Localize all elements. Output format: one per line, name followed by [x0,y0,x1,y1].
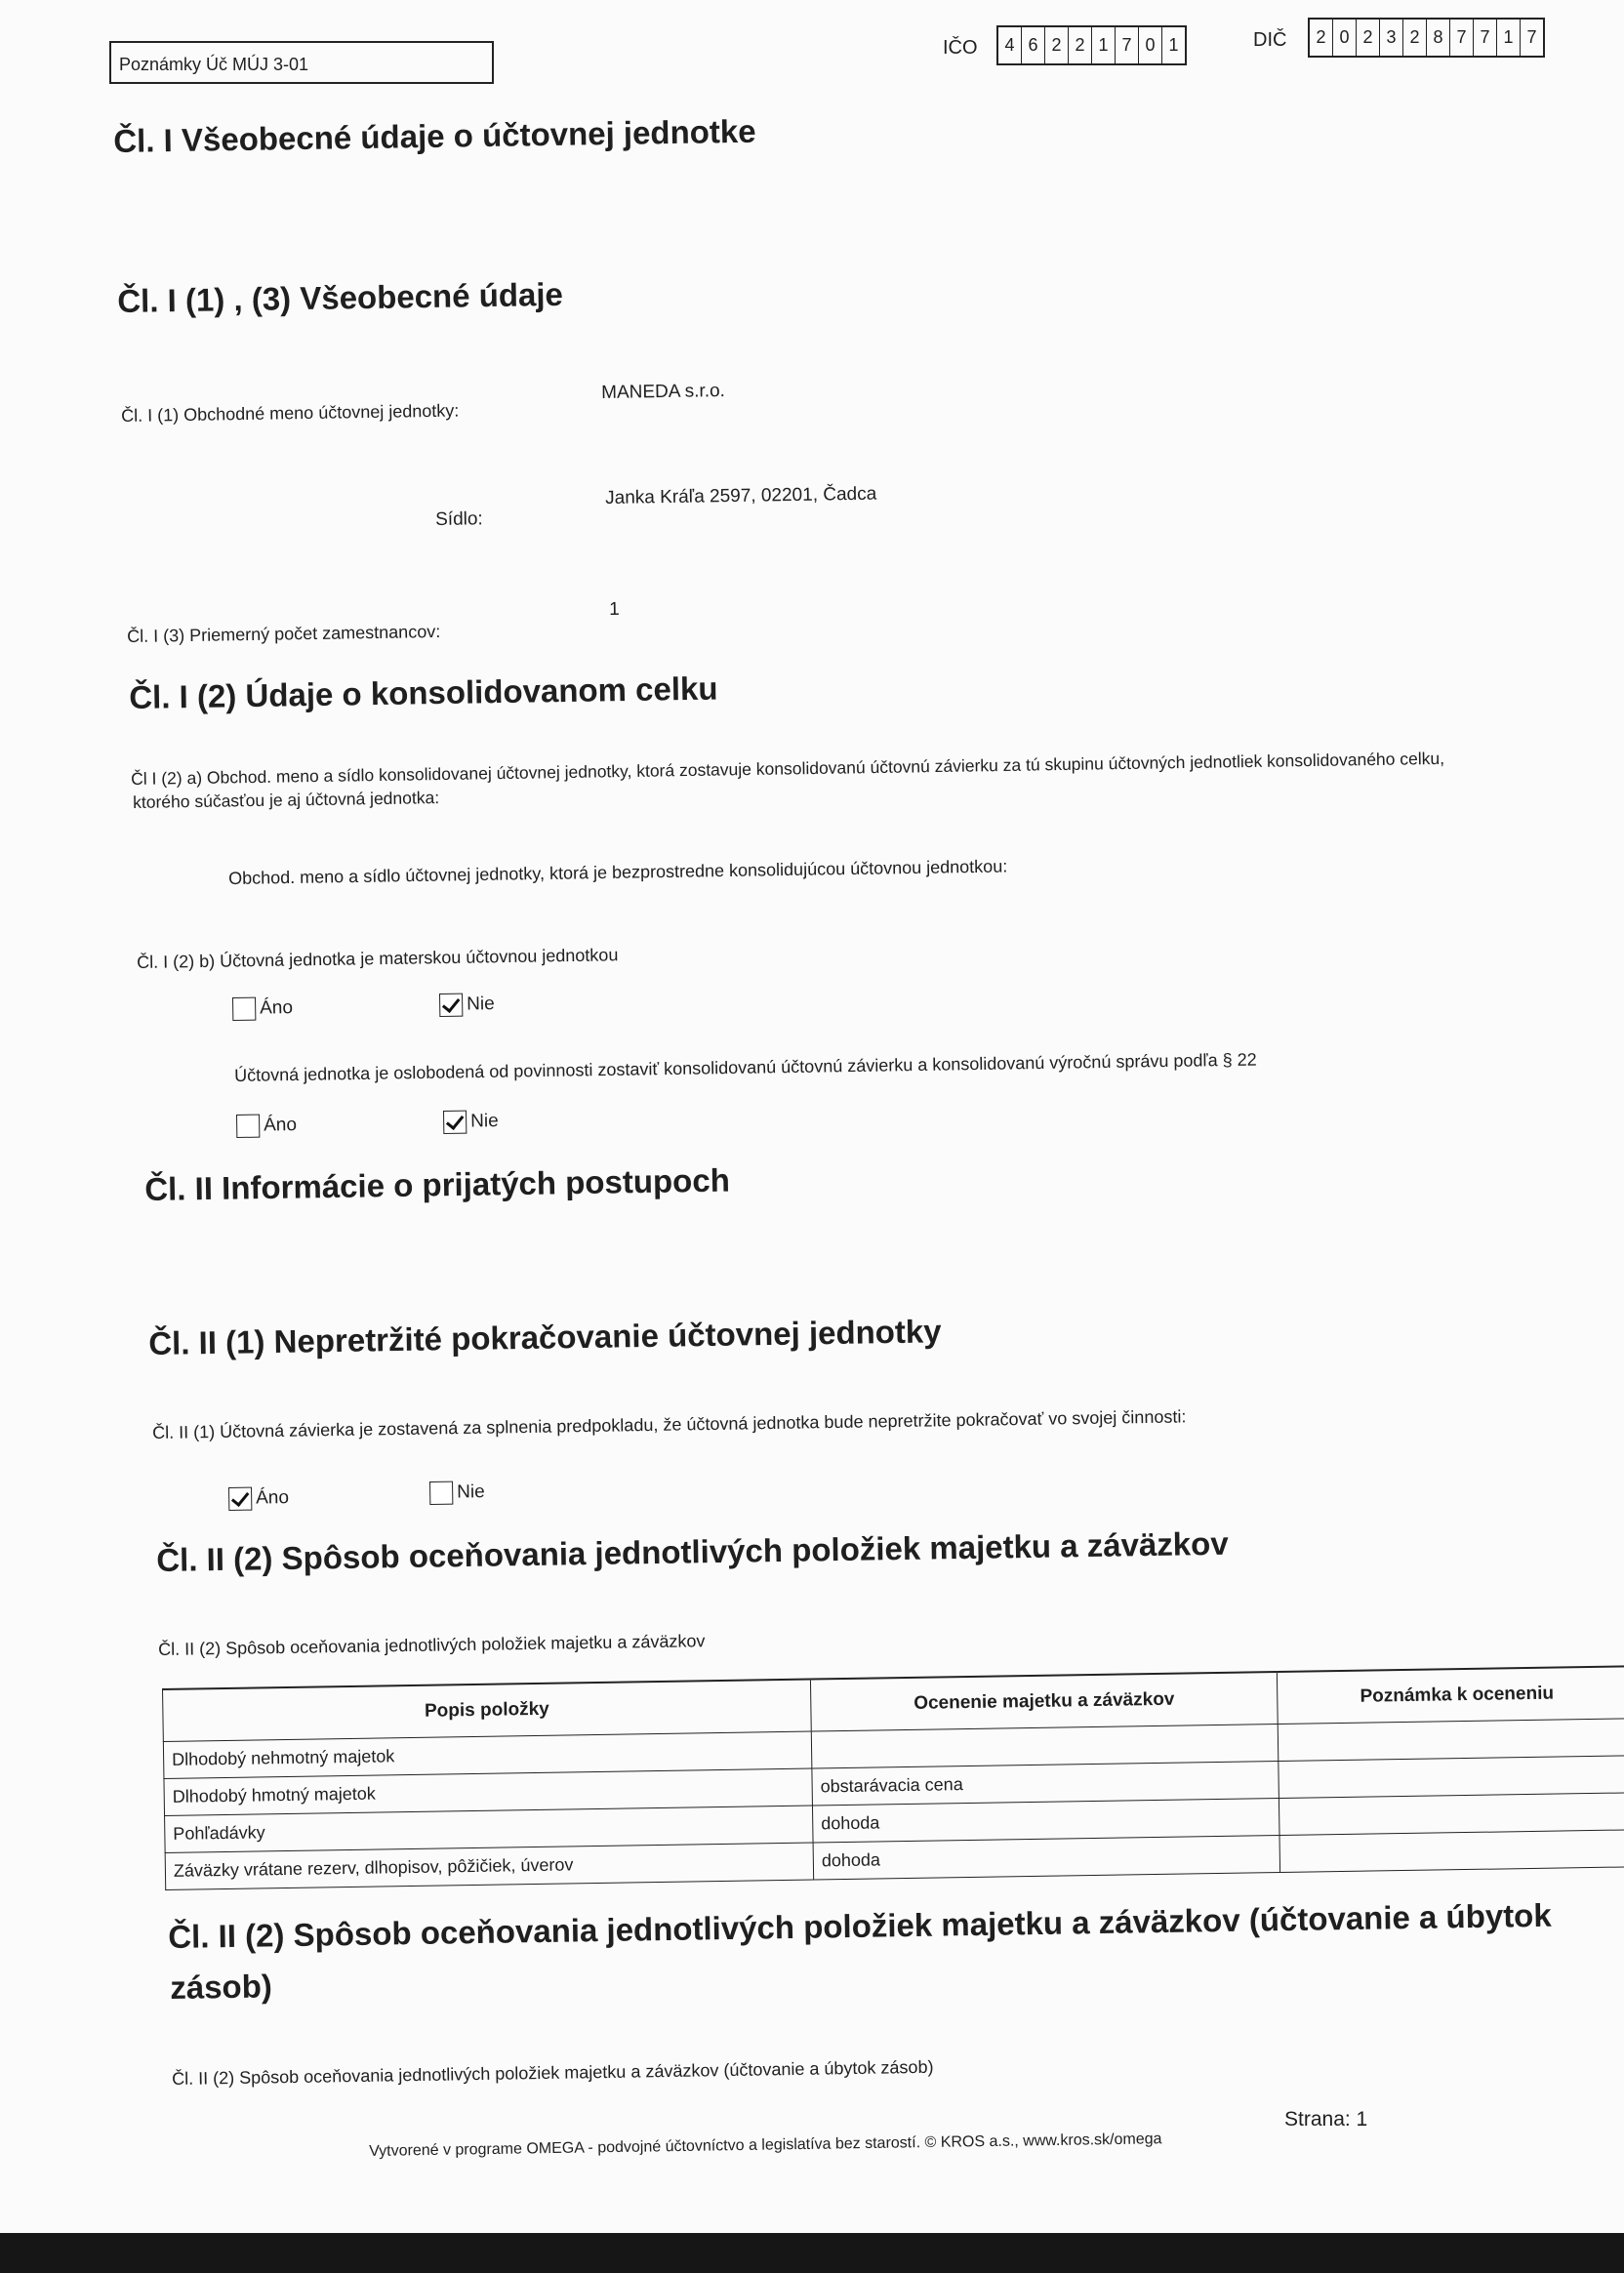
valuation-table-body [163,1719,1624,1890]
dic-digit: 2 [1357,20,1380,56]
exempt-label: Účtovná jednotka je oslobodená od povinnosti zostaviť konsolidovanú účtovnú závierku a konsolidovanú výročnú správu podľa § 22 [234,1049,1257,1085]
valuation-table-header-cell: Poznámka k oceneniu [1277,1666,1624,1724]
section1-sub13-title: Čl. I (1) , (3) Všeobecné údaje [117,275,564,319]
section2-sub2-title: Čl. II (2) Spôsob oceňovania jednotlivých položiek majetku a záväzkov [156,1524,1229,1578]
ico-digit: 2 [1069,27,1092,63]
table-cell-valuation: obstarávacia cena [812,1762,1279,1806]
ico-label: IČO [943,37,978,59]
exempt-no-label: Nie [470,1111,499,1132]
dic-digit: 0 [1333,20,1357,56]
ico-digit: 1 [1092,27,1116,63]
ico-digit: 7 [1116,27,1139,63]
direct-parent-label: Obchod. meno a sídlo účtovnej jednotky, ktorá je bezprostredne konsolidujúcou účtovnou jednotkou: [228,856,1008,888]
valuation-table [162,1665,1624,1890]
section1-sub2-title: Čl. I (2) Údaje o konsolidovanom celku [129,670,718,715]
parent-no-label: Nie [467,994,495,1015]
scan-bottom-edge [0,2233,1624,2273]
parent-no-option[interactable] [439,993,495,1017]
dic-digit: 7 [1450,20,1474,56]
exempt-yes-option[interactable] [236,1114,297,1138]
footer-credit: Vytvorené v programe OMEGA - podvojné účtovníctvo a legislatíva bez starostí. © KROS a.s., www.kros.sk/omega [369,2131,1162,2160]
company-name-label: Čl. I (1) Obchodné meno účtovnej jednotky: [121,400,460,426]
table-cell-item: Pohľadávky [165,1806,814,1852]
table-cell-item: Záväzky vrátane rezerv, dlhopisov, pôžičiek, úverov [165,1843,814,1889]
parent-yes-option[interactable] [232,996,293,1021]
dic-digit: 2 [1310,20,1333,56]
ico-digit: 0 [1139,27,1162,63]
form-name-box [109,41,494,84]
parent-yes-checkbox[interactable] [232,997,256,1021]
dic-digit: 1 [1497,20,1521,56]
valuation-table-header-cell: Popis položky [163,1680,812,1742]
section2-title: Čl. II Informácie o prijatých postupoch [144,1161,731,1207]
exempt-yes-checkbox[interactable] [236,1115,260,1138]
section2-sub1-title: Čl. II (1) Nepretržité pokračovanie účtovnej jednotky [148,1313,942,1361]
section2-sub2-label: Čl. II (2) Spôsob oceňovania jednotlivých položiek majetku a záväzkov [158,1631,706,1659]
going-concern-no-option[interactable] [429,1481,485,1505]
going-concern-yes-checkbox[interactable] [228,1487,252,1511]
going-concern-yes-option[interactable] [228,1486,289,1511]
table-cell-item: Dlhodobý nehmotný majetok [163,1731,812,1778]
ico-digit: 1 [1168,35,1179,55]
ico-digit: 6 [1022,27,1045,63]
table-cell-item: Dlhodobý hmotný majetok [164,1768,813,1815]
going-concern-yes-label: Áno [256,1487,290,1509]
section2-sub3-label: Čl. II (2) Spôsob oceňovania jednotlivých položiek majetku a záväzkov (účtovanie a úbytok zásob) [172,2056,934,2089]
exempt-yes-label: Áno [264,1115,298,1136]
ico-digits [996,25,1187,65]
table-cell-note [1279,1830,1624,1873]
parent-b-label: Čl. I (2) b) Účtovná jednotka je materskou účtovnou jednotkou [137,945,619,972]
table-cell-note [1279,1756,1624,1799]
dic-digit: 2 [1403,20,1427,56]
company-name-value: MANEDA s.r.o. [601,381,726,403]
dic-digit: 7 [1526,27,1537,47]
seat-label: Sídlo: [435,508,483,530]
dic-digit: 8 [1427,20,1450,56]
exempt-no-checkbox[interactable] [443,1111,467,1134]
table-cell-valuation: dohoda [812,1799,1279,1844]
exempt-no-option[interactable] [443,1110,499,1134]
form-name: Poznámky Úč MÚJ 3-01 [119,55,309,74]
section1-title: Čl. I Všeobecné údaje o účtovnej jednotke [113,112,756,159]
going-concern-label: Čl. II (1) Účtovná závierka je zostavená za splnenia predpokladu, že účtovná jednotka bude nepretržite pokračovať vo svojej činnosti: [152,1406,1187,1442]
table-cell-note [1279,1793,1624,1836]
going-concern-no-label: Nie [457,1482,485,1503]
going-concern-no-checkbox[interactable] [429,1482,453,1505]
consol-a-line2: ktorého súčasťou je aj účtovná jednotka: [133,788,440,812]
seat-value: Janka Kráľa 2597, 02201, Čadca [605,483,877,508]
table-cell-valuation: dohoda [813,1836,1280,1881]
employees-value: 1 [609,598,620,620]
ico-digit: 4 [998,27,1022,63]
consol-a-line1: Čl I (2) a) Obchod. meno a sídlo konsolidovanej účtovnej jednotky, ktorá zostavuje konsolidovanú účtovnú závierku za tú skupinu účtovných jednotliek konsolidovaného celku, [131,748,1445,789]
table-cell-note [1278,1719,1624,1762]
dic-digit: 3 [1380,20,1403,56]
dic-label: DIČ [1253,29,1287,51]
ico-digit: 2 [1045,27,1069,63]
employees-label: Čl. I (3) Priemerný počet zamestnancov: [127,621,441,646]
valuation-table-header-cell: Ocenenie majetku a záväzkov [810,1672,1278,1731]
section2-sub3-title-line1: Čl. II (2) Spôsob oceňovania jednotlivých položiek majetku a záväzkov (účtovanie a úbytok [168,1896,1552,1955]
section2-sub3-title-line2: zásob) [170,1968,273,2006]
dic-digit: 7 [1474,20,1497,56]
parent-no-checkbox[interactable] [439,994,463,1017]
dic-digits [1308,18,1545,58]
parent-yes-label: Áno [260,997,294,1019]
page-number: Strana: 1 [1284,2108,1368,2131]
